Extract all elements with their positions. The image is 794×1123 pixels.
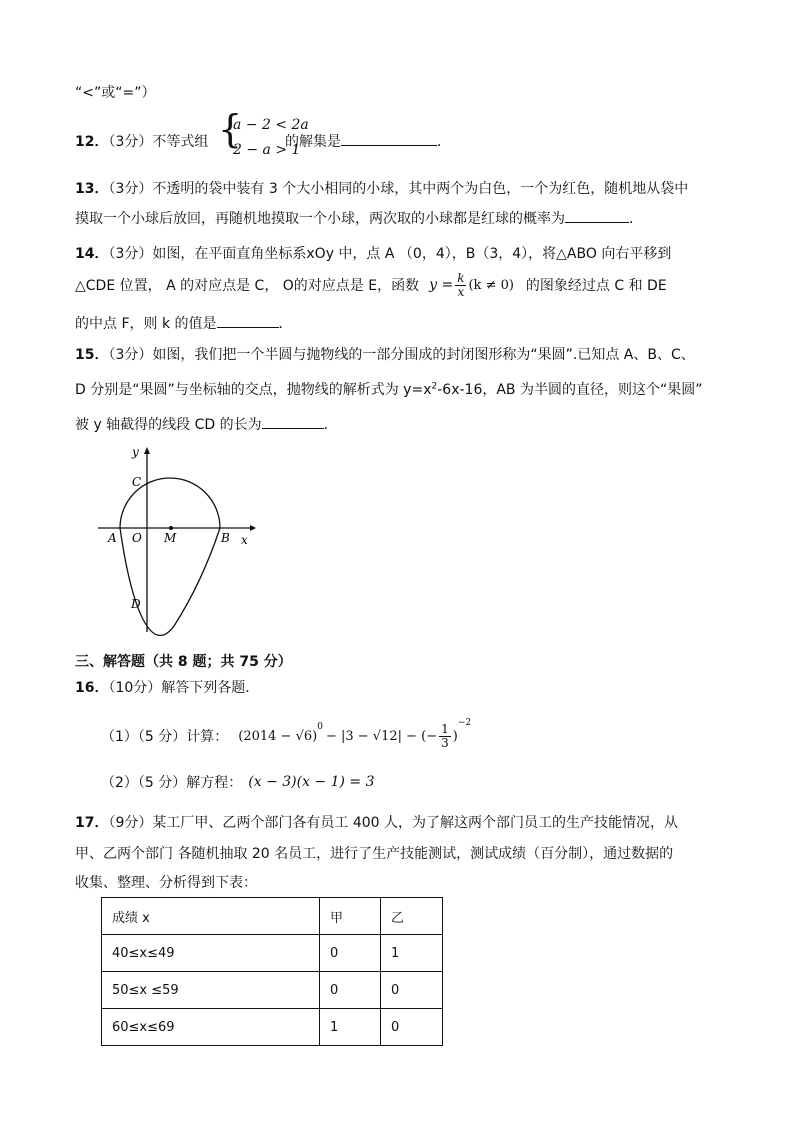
inequality-line-1: a − 2 < 2a	[233, 117, 309, 133]
point-m	[169, 526, 173, 530]
expression: )	[452, 728, 458, 744]
table-row	[102, 935, 443, 972]
fraction-numerator: 1	[441, 721, 449, 736]
question-number: 17．	[75, 815, 109, 831]
question-13	[75, 178, 688, 198]
equation: (x − 3)(x − 1) = 3	[248, 774, 375, 790]
fruit-circle-figure	[96, 446, 256, 636]
question-text: （3分）不透明的袋中装有 3 个大小相同的小球，其中两个为白色，一个为红色，随机地从袋中	[108, 181, 689, 197]
label-d: D	[131, 597, 141, 611]
question-number: 14．	[75, 246, 109, 262]
label-x: x	[241, 533, 248, 547]
question-17	[75, 812, 678, 832]
question-number: 16．	[75, 680, 109, 696]
question-text: 的解集是	[285, 134, 341, 150]
label-a: A	[108, 531, 117, 545]
question-text: （9分）某工厂甲、乙两个部门各有员工 400 人，为了解这两个部门员工的生产技能情况，从	[108, 815, 679, 831]
question-14-line-2	[75, 270, 667, 300]
answer-blank[interactable]	[341, 131, 437, 146]
table-cell: 0	[381, 972, 443, 1009]
question-14-line-3	[75, 313, 293, 333]
previous-question-tail: “<”或“=”）	[75, 85, 156, 101]
question-text: △CDE 位置， A 的对应点是 C， O的对应点是 E，函数	[75, 278, 420, 294]
question-15	[75, 344, 695, 364]
label-b: B	[221, 531, 230, 545]
table-header: 甲	[320, 898, 381, 935]
question-text: 的图象经过点 C 和 DE	[525, 278, 667, 294]
question-number: 12．	[75, 134, 109, 150]
table-cell: 50≤x ≤59	[102, 972, 320, 1009]
part-label: （2）（5 分）解方程：	[101, 775, 243, 791]
expression: − |3 − √12| − (−	[325, 728, 438, 744]
superscript: 2	[431, 381, 438, 392]
function-condition: (k ≠ 0)	[468, 277, 514, 293]
fraction-denominator: x	[457, 284, 465, 299]
label-c: C	[132, 475, 142, 489]
table-cell: 60≤x≤69	[102, 1009, 320, 1046]
question-17-line-2: 甲、乙两个部门 各随机抽取 20 名员工，进行了生产技能测试，测试成绩（百分制），通过数据的	[75, 846, 674, 862]
label-m: M	[164, 531, 177, 545]
answer-blank[interactable]	[262, 414, 324, 429]
table-row	[102, 972, 443, 1009]
question-16	[75, 677, 259, 697]
table-cell: 1	[381, 935, 443, 972]
question-16-part-1	[101, 718, 471, 754]
question-text: 被 y 轴截得的线段 CD 的长为	[75, 417, 262, 433]
inequality-brace: {	[218, 107, 243, 151]
answer-blank[interactable]	[565, 208, 629, 223]
question-text: （3分）如图，在平面直角坐标系xOy 中，点 A （0，4），B（3，4），将△ABO 向右平移到	[108, 246, 672, 262]
punctuation: ．	[278, 316, 293, 332]
question-12	[75, 131, 208, 151]
exponent: −2	[457, 718, 472, 728]
fraction	[439, 723, 451, 750]
exponent: 0	[317, 722, 323, 732]
question-14	[75, 243, 671, 263]
punctuation: .	[323, 417, 329, 433]
function-y: y =	[429, 277, 454, 293]
fraction-numerator: k	[457, 270, 465, 285]
table-cell: 0	[381, 1009, 443, 1046]
punctuation: ．	[629, 211, 643, 227]
question-12-tail	[285, 131, 451, 151]
table-header: 成绩 x	[102, 898, 320, 935]
question-number: 13．	[75, 181, 109, 197]
table-header-row	[102, 898, 443, 935]
table-cell: 0	[320, 935, 381, 972]
question-15-line-2	[75, 379, 702, 399]
question-text: 摸取一个小球后放回，再随机地摸取一个小球，两次取的小球都是红球的概率为	[75, 211, 565, 227]
section-heading: 三、解答题（共 8 题；共 75 分）	[75, 654, 292, 670]
function-fraction	[455, 272, 466, 299]
table-row	[102, 1009, 443, 1046]
question-number: 15．	[75, 347, 109, 363]
question-13-line-2	[75, 208, 643, 228]
label-y: y	[132, 446, 139, 459]
inequality-line-2: 2 − a > 1	[233, 142, 301, 158]
question-15-line-3	[75, 414, 328, 434]
part-label: （1）（5 分）计算：	[101, 729, 229, 745]
question-text: D 分别是“果圆”与坐标轴的交点，抛物线的解析式为 y=x	[75, 382, 432, 398]
question-text: （3分）不等式组	[108, 134, 209, 150]
table-cell: 1	[320, 1009, 381, 1046]
question-text: -6x-16，AB 为半圆的直径，则这个“果圆”	[437, 382, 703, 398]
label-o: O	[132, 531, 142, 545]
question-17-line-3: 收集、整理、分析得到下表：	[75, 875, 257, 891]
expression: (2014 − √6)	[238, 728, 318, 744]
table-cell: 40≤x≤49	[102, 935, 320, 972]
table-cell: 0	[320, 972, 381, 1009]
punctuation: ．	[437, 134, 451, 150]
table-header: 乙	[381, 898, 443, 935]
answer-blank[interactable]	[217, 313, 279, 328]
score-table	[101, 897, 443, 1046]
question-16-part-2	[101, 772, 375, 792]
question-text: （10分）解答下列各题．	[108, 680, 260, 696]
question-text: 的中点 F，则 k 的值是	[75, 316, 217, 332]
question-text: （3分）如图，我们把一个半圆与抛物线的一部分围成的封闭图形称为“果圆”.已知点 A、B、C、	[108, 347, 695, 363]
fraction-denominator: 3	[441, 735, 449, 750]
